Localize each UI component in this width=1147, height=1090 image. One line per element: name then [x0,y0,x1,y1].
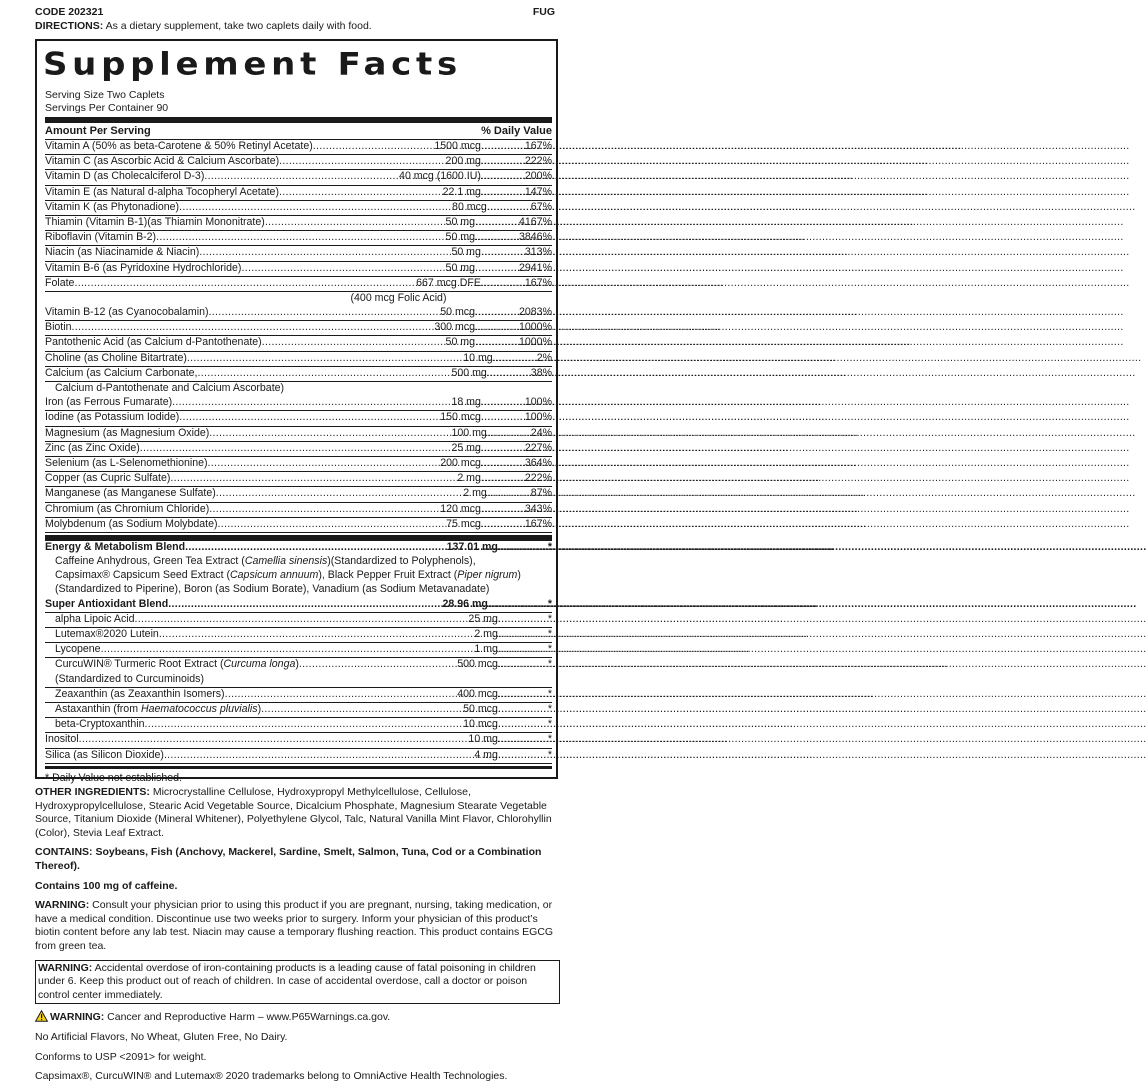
warning-triangle-icon [35,1010,48,1022]
list-item: Riboflavin (Vitamin B-2) ..... 50 mg ..... 3846% [45,231,552,246]
dv-header: % Daily Value [481,125,552,137]
trademarks: Capsimax®, CurcuWIN® and Lutemax® 2020 trademarks belong to OmniActive Health Technologies. [35,1070,508,1083]
list-item: Folate ..... 667 mcg DFE ..... 167% [45,277,552,292]
list-item: Vitamin K (as Phytonadione) ..... 80 mcg ..... 67% [45,201,552,216]
list-item: Calcium (as Calcium Carbonate, ..... 500 mg ..... 38% [45,367,552,382]
vitamins-list [45,140,552,292]
free-from: No Artificial Flavors, No Wheat, Gluten Free, No Dairy. [35,1030,288,1043]
list-item: Magnesium (as Magnesium Oxide) ..... 100 mg ..... 24% [45,427,552,442]
contains: CONTAINS: Soybeans, Fish (Anchovy, Mackerel, Sardine, Smelt, Salmon, Tuna, Cod or a Combination Thereof). [35,846,542,872]
list-item: Vitamin A (50% as beta-Carotene & 50% Retinyl Acetate) ..... 1500 mcg ..... 167% [45,140,552,155]
list-item: Vitamin D (as Cholecalciferol D-3) ..... 40 mcg (1600 IU) ..... 200% [45,170,552,185]
energy-line-3: (Standardized to Piperine), Boron (as Sodium Borate), Vanadium (as Sodium Metavanadate) [55,583,490,596]
antioxidant-list [45,613,552,659]
list-item: Super Antioxidant Blend ..... 28.96 mg ..... * [45,598,552,613]
list-item: Molybdenum (as Sodium Molybdate) ..... 75 mcg ..... 167% [45,518,552,533]
list-item: Vitamin B-6 (as Pyridoxine Hydrochloride) ..... 50 mg ..... 2941% [45,262,552,277]
label-header [35,6,555,18]
list-item: Energy & Metabolism Blend ..... 137.01 mg ..... * [45,541,552,555]
supplement-facts-panel [35,39,558,784]
panel-title: Supplement Facts [43,46,462,83]
list-item: Zinc (as Zinc Oxide) ..... 25 mg ..... 227% [45,442,552,457]
folate-note: (400 mcg Folic Acid) [350,291,447,304]
servings-per-container: Servings Per Container 90 [45,101,169,114]
calcium-note: Calcium d-Pantothenate and Calcium Ascorbate) [55,382,285,394]
vitamins-list-2 [45,306,552,382]
other-list [45,733,552,763]
usp-note: Conforms to USP <2091> for weight. [35,1050,207,1063]
curcu-note: (Standardized to Curcuminoids) [45,673,552,688]
list-item: Lutemax®2020 Lutein ..... 2 mg ..... * [45,628,552,643]
list-item: Biotin ..... 300 mcg ..... 1000% [45,321,552,336]
list-item: Silica (as Silicon Dioxide) ..... 4 mg ..... * [45,749,552,764]
fug-code: FUG [532,6,555,18]
warning: WARNING: Consult your physician prior to using this product if you are pregnant, nursing, taking medication, or have a medical condition. Discontinue use two weeks prior to surgery. Inform your physician of this product’s biotin content before any lab test. Niacin may cause a temporary flushing reaction. This product contains EGCG from green tea. [35,899,554,952]
energy-line-2: Capsimax® Capsicum Seed Extract (Capsicum annuum), Black Pepper Fruit Extract (Piper nigrum) [55,569,521,582]
list-item: Astaxanthin (from Haematococcus pluvialis) ..... 50 mcg ..... * [45,703,552,718]
amount-header: Amount Per Serving [45,125,151,137]
list-item: Pantothenic Acid (as Calcium d-Pantothenate) ..... 50 mg ..... 1000% [45,336,552,351]
list-item: Manganese (as Manganese Sulfate) ..... 2 mg ..... 87% [45,487,552,502]
column-headers [45,123,552,139]
label-text [35,786,560,1090]
minerals-list [45,396,552,533]
list-item: Zeaxanthin (as Zeaxanthin Isomers) ..... 400 mcg ..... * [45,688,552,703]
product-code: CODE 202321 [35,6,104,18]
list-item: Inositol ..... 10 mg ..... * [45,733,552,748]
list-item: Choline (as Choline Bitartrate) ..... 10 mg ..... 2% [45,352,552,367]
list-item: CurcuWIN® Turmeric Root Extract (Curcuma longa) ..... 500 mcg ..... * [45,658,552,672]
list-item: Iodine (as Potassium Iodide) ..... 150 mcg ..... 100% [45,411,552,426]
list-item: Vitamin C (as Ascorbic Acid & Calcium Ascorbate) ..... 200 mg ..... 222% [45,155,552,170]
directions: DIRECTIONS: As a dietary supplement, take two caplets daily with food. [35,20,372,32]
list-item: Chromium (as Chromium Chloride) ..... 120 mcg ..... 343% [45,503,552,518]
list-item: alpha Lipoic Acid ..... 25 mg ..... * [45,613,552,628]
iron-warning: WARNING: Accidental overdose of iron-containing products is a leading cause of fatal poisoning in children under 6. Keep this product out of reach of children. In case of accidental overdose, call a doctor or poison control center immediately. [35,960,560,1005]
caffeine-note: Contains 100 mg of caffeine. [35,879,178,892]
list-item: Copper (as Cupric Sulfate) ..... 2 mg ..... 222% [45,472,552,487]
list-item: Thiamin (Vitamin B-1)(as Thiamin Mononitrate) ..... 50 mg ..... 4167% [45,216,552,231]
energy-line-1: Caffeine Anhydrous, Green Tea Extract (Camellia sinensis)(Standardized to Polyphenols), [55,555,476,568]
serving-info [45,89,552,114]
footnote: * Daily Value not established. [45,771,183,784]
serving-size: Serving Size Two Caplets [45,89,165,101]
p65-warning: WARNING: Cancer and Reproductive Harm – www.P65Warnings.ca.gov. [35,1010,560,1025]
list-item: Niacin (as Niacinamide & Niacin) ..... 50 mg ..... 313% [45,246,552,261]
other-ingredients: OTHER INGREDIENTS: Microcrystalline Cellulose, Hydroxypropyl Methylcellulose, Cellulose, Hydroxypropylcellulose, Stearic Acid Vegetable Source, Dicalcium Phosphate, Magnesium Stearate Vegetable Source, Titanium Dioxide (Mineral Whitener), Polyethylene Glycol, Talc, Natural Vanilla Mint Flavor, Chlorohyllin (Color), Stevia Leaf Extract. [35,786,552,839]
list-item: Vitamin B-12 (as Cyanocobalamin) ..... 50 mcg ..... 2083% [45,306,552,321]
energy-blend [45,541,552,598]
list-item: Iron (as Ferrous Fumarate) ..... 18 mg ..... 100% [45,396,552,411]
list-item: Vitamin E (as Natural d-alpha Tocopheryl Acetate) ..... 22.1 mg ..... 147% [45,186,552,201]
list-item: Lycopene ..... 1 mg ..... * [45,643,552,658]
list-item: beta-Cryptoxanthin ..... 10 mcg ..... * [45,718,552,733]
list-item: Selenium (as L-Selenomethionine) ..... 200 mcg ..... 364% [45,457,552,472]
